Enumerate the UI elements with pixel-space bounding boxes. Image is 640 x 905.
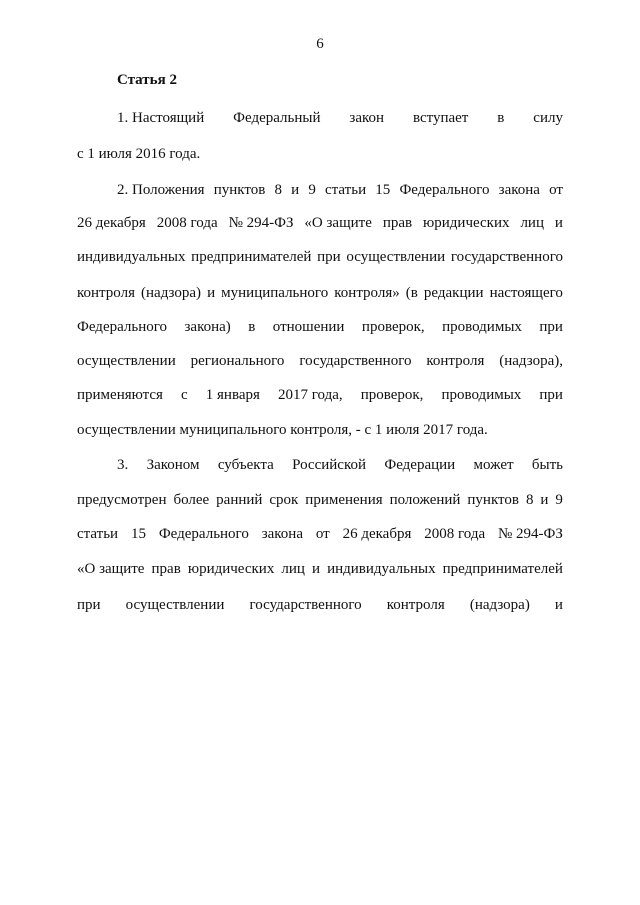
word: может xyxy=(473,457,514,473)
word: закон xyxy=(349,110,385,126)
word: с xyxy=(181,387,188,403)
word: 26 декабря xyxy=(77,215,146,231)
word: и xyxy=(540,492,549,508)
paragraph-2-line-1 xyxy=(117,181,563,199)
paragraph-2-line-5 xyxy=(77,318,563,336)
word: при xyxy=(539,319,563,335)
word: закона xyxy=(261,526,303,542)
paragraph-3-line-5 xyxy=(77,596,563,614)
word: проверок, xyxy=(361,319,425,335)
word: 15 xyxy=(375,182,391,198)
word: пунктов xyxy=(213,182,266,198)
word: вступает xyxy=(412,110,469,126)
paragraph-3-line-1 xyxy=(117,456,563,474)
word: осуществлении xyxy=(346,249,446,265)
paragraph-3-line-3 xyxy=(77,525,563,543)
word: 2008 года xyxy=(156,215,218,231)
word: статьи xyxy=(77,526,119,542)
word: осуществлении xyxy=(125,597,225,613)
word: и xyxy=(554,597,563,613)
word: государственного xyxy=(249,597,362,613)
word: предусмотрен xyxy=(77,492,167,508)
word: (надзора) xyxy=(141,285,202,301)
word: 26 декабря xyxy=(342,526,412,542)
word: и xyxy=(554,215,563,231)
word: юридических xyxy=(423,215,510,231)
word: «О защите xyxy=(304,215,372,231)
word: субъекта xyxy=(217,457,274,473)
paragraph-2-line-7 xyxy=(77,386,563,404)
paragraph-2-line-2 xyxy=(77,214,563,232)
paragraph-2-line-6 xyxy=(77,352,563,370)
word: 8 xyxy=(274,182,282,198)
word: осуществлении xyxy=(77,353,176,369)
word: срок xyxy=(269,492,299,508)
word: Федерального xyxy=(158,526,249,542)
word: лиц xyxy=(281,561,305,577)
word: статьи xyxy=(325,182,367,198)
word: индивидуальных xyxy=(77,249,186,265)
word: силу xyxy=(533,110,563,126)
word: контроля xyxy=(386,597,445,613)
word: 1 января xyxy=(205,387,260,403)
word: контроля xyxy=(426,353,485,369)
paragraph-1-line-1 xyxy=(117,109,563,127)
article-heading: Статья 2 xyxy=(117,72,177,88)
word: редакции xyxy=(423,285,484,301)
word: контроля xyxy=(77,285,135,301)
word: 8 xyxy=(525,492,534,508)
word: при xyxy=(77,597,101,613)
word: отношении xyxy=(272,319,345,335)
word: контроля» xyxy=(334,285,400,301)
word: прав xyxy=(151,561,181,577)
word: в xyxy=(497,110,505,126)
word: и xyxy=(312,561,321,577)
word: от xyxy=(549,182,563,198)
word: 9 xyxy=(555,492,563,508)
word: применяются xyxy=(77,387,163,403)
word: (надзора), xyxy=(499,353,563,369)
word: от xyxy=(315,526,330,542)
word: № 294-ФЗ xyxy=(497,526,563,542)
word: «О защите xyxy=(77,561,145,577)
word: муниципального xyxy=(221,285,329,301)
word: предпринимателей xyxy=(442,561,563,577)
word: Законом xyxy=(146,457,200,473)
word: Федеральный xyxy=(233,110,321,126)
word: № 294-ФЗ xyxy=(228,215,294,231)
word: предпринимателей xyxy=(191,249,312,265)
word: положений xyxy=(389,492,461,508)
paragraph-3-line-2 xyxy=(77,491,563,509)
word: и xyxy=(291,182,300,198)
word: 2017 года, xyxy=(277,387,343,403)
paragraph-2-line-3 xyxy=(77,248,563,266)
paragraph-2-line-4 xyxy=(77,284,563,302)
word: 2. Положения xyxy=(117,182,205,198)
word: проводимых xyxy=(441,387,522,403)
word: (надзора) xyxy=(469,597,530,613)
word: 3. xyxy=(117,457,129,473)
word: Российской xyxy=(292,457,367,473)
paragraph-2-line-8: осуществлении муниципального контроля, - с 1 июля 2017 года. xyxy=(77,422,488,438)
word: и xyxy=(207,285,216,301)
word: регионального xyxy=(190,353,285,369)
word: индивидуальных xyxy=(327,561,436,577)
word: настоящего xyxy=(489,285,563,301)
word: в xyxy=(248,319,256,335)
word: 9 xyxy=(308,182,316,198)
word: государственного xyxy=(299,353,412,369)
page-number: 6 xyxy=(316,36,324,52)
word: (в xyxy=(405,285,418,301)
word: при xyxy=(317,249,341,265)
word: 1. Настоящий xyxy=(117,110,205,126)
word: 2008 года xyxy=(424,526,486,542)
paragraph-3-line-4 xyxy=(77,560,563,578)
word: закона) xyxy=(184,319,231,335)
word: прав xyxy=(382,215,413,231)
word: пунктов xyxy=(467,492,519,508)
paragraph-1-line-2: с 1 июля 2016 года. xyxy=(77,146,201,162)
word: Федерального xyxy=(77,319,168,335)
word: 15 xyxy=(130,526,146,542)
word: юридических xyxy=(187,561,275,577)
word: более xyxy=(173,492,210,508)
word: проводимых xyxy=(442,319,522,335)
word: закона xyxy=(498,182,540,198)
word: Федерального xyxy=(399,182,490,198)
word: при xyxy=(539,387,563,403)
word: применения xyxy=(305,492,383,508)
word: быть xyxy=(531,457,563,473)
word: проверок, xyxy=(360,387,424,403)
word: ранний xyxy=(216,492,263,508)
word: государственного xyxy=(450,249,563,265)
word: Федерации xyxy=(384,457,456,473)
word: лиц xyxy=(520,215,544,231)
